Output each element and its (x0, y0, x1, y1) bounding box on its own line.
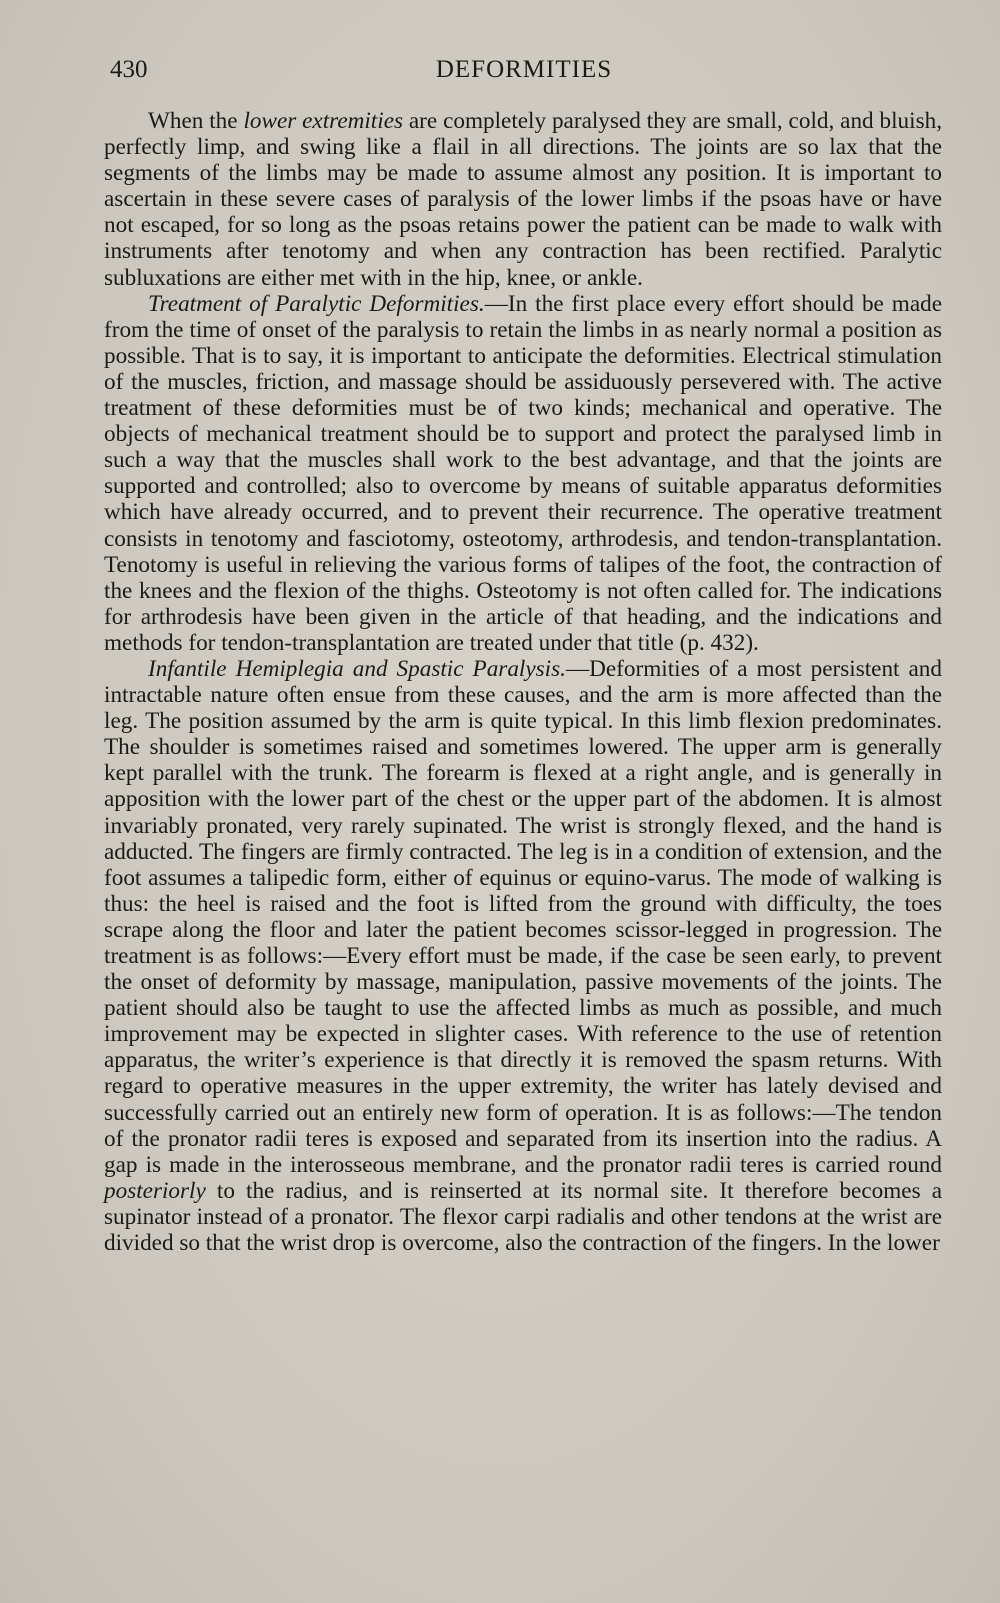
page-number: 430 (110, 56, 148, 83)
text-segment: are completely paralysed they are small, cold, and bluish, perfectly limp, and swing like a flail in all directions. The joints are so lax that the segments of the limbs may be made to assume almost any position. It is important to ascertain in these severe cases of paralysis of the lower limbs if the psoas have or have not escaped, for so long as the psoas retains power the patient can be made to walk with instruments after tenotomy and when any contraction has been rectified. Paralytic subluxations are either met with in the hip, knee, or ankle. (104, 108, 942, 291)
paragraph-treatment-paralytic-deformities (104, 291, 942, 656)
text-segment: —In the first place every effort should be made from the time of onset of the paralysis to retain the limbs in as nearly normal a position as possible. That is to say, it is important to anticipate the deformities. Electrical stimulation of the muscles, friction, and massage should be assiduously persevered with. The active treatment of these deformities must be of two kinds; mechanical and operative. The objects of mechanical treatment should be to support and protect the paralysed limb in such a way that the muscles shall work to the best advantage, and that the joints are supported and controlled; also to overcome by means of suitable apparatus deformities which have already occurred, and to prevent their recurrence. The operative treatment consists in tenotomy and fasciotomy, osteotomy, arthrodesis, and tendon-transplantation. Tenotomy is useful in relieving the various forms of talipes of the foot, the contraction of the knees and the flexion of the thighs. Osteotomy is not often called for. The indications for arthrodesis have been given in the article of that heading, and the indications and methods for tendon-transplantation are treated under that title (p. 432). (104, 290, 943, 656)
paragraph-lower-extremities (104, 108, 942, 291)
body-text (104, 108, 942, 1256)
section-heading-treatment: Treatment of Paralytic Deformities. (148, 290, 485, 317)
text-segment: —Deformities of a most persistent and intractable nature often ensue from these causes, and the arm is more affected than the leg. The position assumed by the arm is quite typical. In this limb flexion predominates. The shoulder is sometimes raised and sometimes lowered. The upper arm is generally kept parallel with the trunk. The forearm is flexed at a right angle, and is generally in apposition with the lower part of the chest or the upper part of the abdomen. It is almost invariably pronated, very rarely supinated. The wrist is strongly flexed, and the hand is adducted. The fingers are firmly contracted. The leg is in a condition of extension, and the foot assumes a talipedic form, either of equinus or equino-varus. The mode of walking is thus: the heel is raised and the foot is lifted from the ground with difficulty, the toes scrape along the floor and later the patient becomes scissor-legged in progression. The treatment is as follows:—Every effort must be made, if the case be seen early, to prevent the onset of deformity by massage, manipulation, passive movements of the joints. The patient should also be taught to use the affected limbs as much as possible, and much improvement may be expected in slighter cases. With reference to the use of retention apparatus, the writer’s experience is that directly it is removed the spasm returns. With regard to operative measures in the upper extremity, the writer has lately devised and successfully carried out an entirely new form of operation. It is as follows:—The tendon of the pronator radii teres is exposed and separated from its insertion into the radius. A gap is made in the interosseous membrane, and the pronator radii teres is carried round (104, 655, 942, 1178)
italic-word-posteriorly: posteriorly (104, 1177, 206, 1204)
section-heading-infantile-hemiplegia: Infantile Hemiplegia and Spastic Paralysis. (148, 655, 566, 682)
page-header (110, 56, 938, 90)
text-segment: to the radius, and is reinserted at its normal site. It therefore becomes a supinator instead of a pronator. The flexor carpi radialis and other tendons at the wrist are divided so that the wrist drop is overcome, also the contraction of the fingers. In the lower (104, 1177, 942, 1257)
running-title: DEFORMITIES (435, 56, 613, 83)
italic-phrase-lower-extremities: lower extremities (243, 108, 404, 134)
text-segment: When the (148, 108, 244, 134)
paragraph-infantile-hemiplegia (104, 656, 942, 1256)
